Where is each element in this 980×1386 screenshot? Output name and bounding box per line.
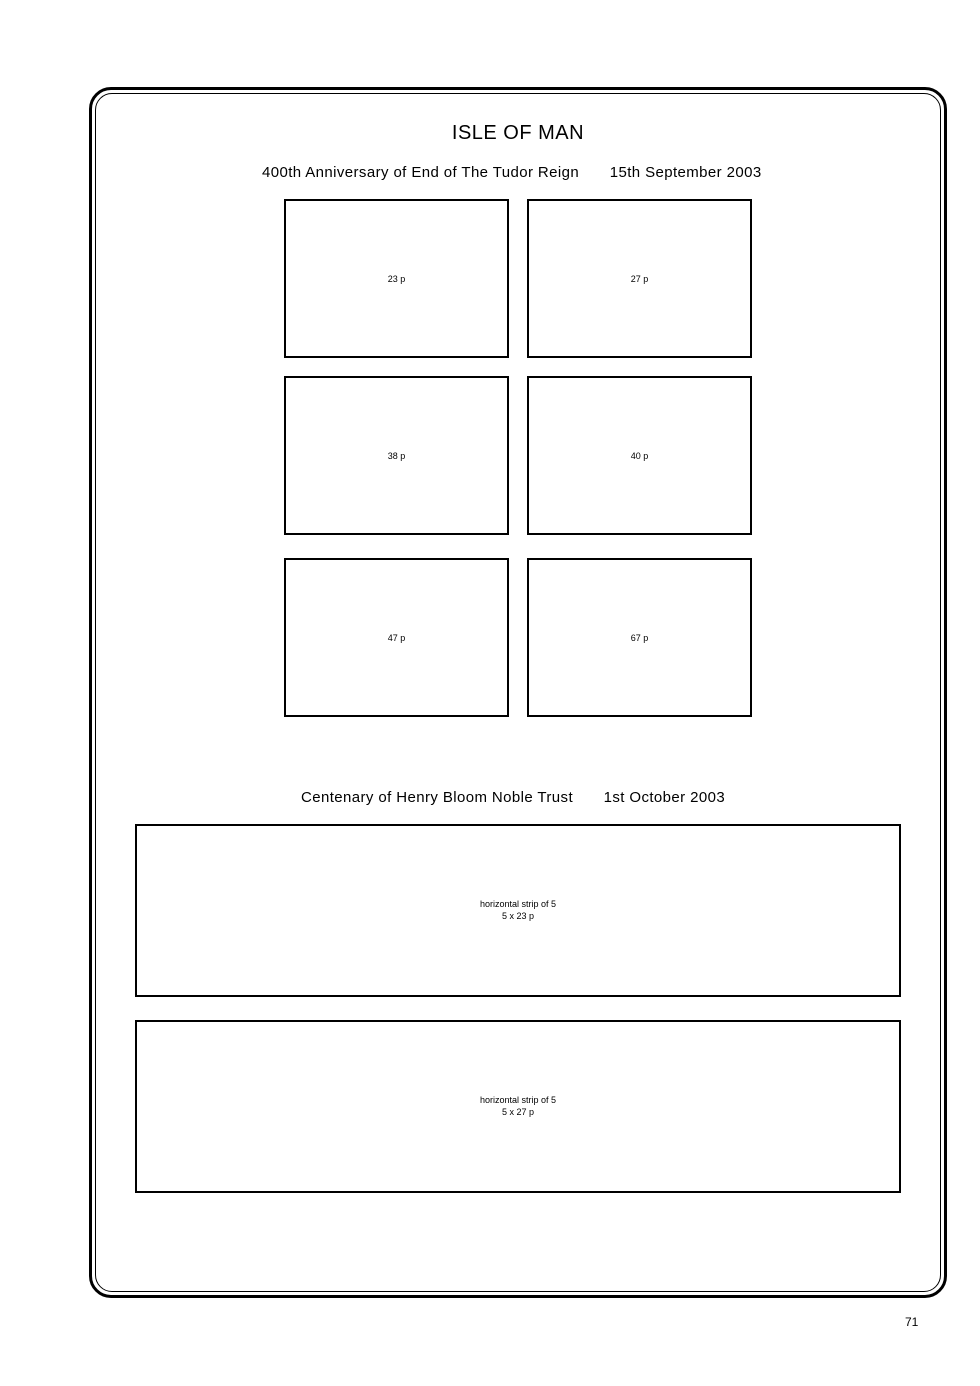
strip-value: 5 x 23 p (501, 911, 535, 921)
stamp-value: 67 p (630, 632, 649, 643)
strip-label (137, 1094, 899, 1118)
stamp-space (527, 376, 752, 535)
strip-description: horizontal strip of 5 (479, 899, 557, 909)
strip-value: 5 x 27 p (501, 1107, 535, 1117)
issue-heading-bloom-noble (301, 789, 725, 806)
strip-space (135, 824, 901, 997)
stamp-value: 47 p (387, 632, 406, 643)
issue-name: Centenary of Henry Bloom Noble Trust (301, 789, 574, 806)
strip-label (137, 898, 899, 922)
issue-date: 15th September 2003 (609, 164, 762, 181)
stamp-space (284, 558, 509, 717)
page-number: 71 (905, 1315, 919, 1329)
strip-description: horizontal strip of 5 (479, 1095, 557, 1105)
stamp-value: 27 p (630, 273, 649, 284)
stamp-value: 23 p (387, 273, 406, 284)
strip-space (135, 1020, 901, 1193)
stamp-value: 40 p (630, 450, 649, 461)
page-title: ISLE OF MAN (451, 122, 585, 144)
stamp-space (284, 376, 509, 535)
issue-date: 1st October 2003 (603, 789, 726, 806)
stamp-space (527, 199, 752, 358)
issue-name: 400th Anniversary of End of The Tudor Reign (262, 164, 580, 181)
stamp-space (527, 558, 752, 717)
stamp-value: 38 p (387, 450, 406, 461)
issue-heading-tudor (262, 164, 762, 181)
stamp-space (284, 199, 509, 358)
